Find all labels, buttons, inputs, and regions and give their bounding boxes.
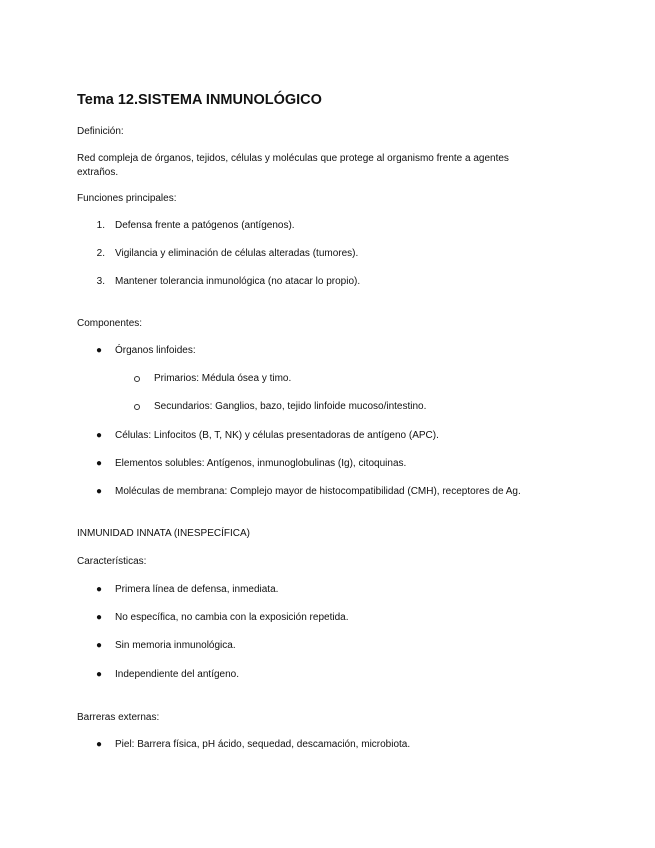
list-number: 2. — [96, 248, 105, 259]
section-heading: INMUNIDAD INNATA (INESPECÍFICA) — [77, 528, 250, 539]
list-item: Primarios: Médula ósea y timo. — [154, 373, 292, 384]
list-number: 1. — [96, 220, 105, 231]
bullet-icon: ● — [96, 584, 103, 595]
funciones-label: Funciones principales: — [77, 193, 177, 204]
document-title: Tema 12.SISTEMA INMUNOLÓGICO — [77, 92, 322, 108]
barreras-label: Barreras externas: — [77, 712, 160, 723]
list-item: Independiente del antígeno. — [115, 669, 239, 680]
bullet-icon: ● — [96, 739, 103, 750]
list-item: Piel: Barrera física, pH ácido, sequedad, descamación, microbiota. — [115, 739, 411, 750]
circle-bullet-icon — [134, 376, 140, 382]
list-item: Elementos solubles: Antígenos, inmunoglobulinas (Ig), citoquinas. — [115, 458, 407, 469]
definicion-label: Definición: — [77, 126, 124, 137]
bullet-icon: ● — [96, 458, 103, 469]
list-item: No específica, no cambia con la exposición repetida. — [115, 612, 349, 623]
list-item: Órganos linfoides: — [115, 345, 196, 356]
bullet-icon: ● — [96, 640, 103, 651]
bullet-icon: ● — [96, 486, 103, 497]
circle-bullet-icon — [134, 404, 140, 410]
list-item: Sin memoria inmunológica. — [115, 640, 236, 651]
list-item: Vigilancia y eliminación de células alteradas (tumores). — [115, 248, 359, 259]
list-item: Defensa frente a patógenos (antígenos). — [115, 220, 295, 231]
bullet-icon: ● — [96, 612, 103, 623]
bullet-icon: ● — [96, 345, 103, 356]
caracteristicas-label: Características: — [77, 556, 147, 567]
bullet-icon: ● — [96, 430, 103, 441]
list-item: Células: Linfocitos (B, T, NK) y células presentadoras de antígeno (APC). — [115, 430, 439, 441]
componentes-label: Componentes: — [77, 318, 143, 329]
definicion-text: Red compleja de órganos, tejidos, células y moléculas que protege al organismo frente a agentes extraños. — [77, 153, 509, 178]
list-item: Mantener tolerancia inmunológica (no atacar lo propio). — [115, 276, 361, 287]
list-item: Primera línea de defensa, inmediata. — [115, 584, 279, 595]
bullet-icon: ● — [96, 669, 103, 680]
list-number: 3. — [96, 276, 105, 287]
list-item: Secundarios: Ganglios, bazo, tejido linfoide mucoso/intestino. — [154, 401, 427, 412]
list-item: Moléculas de membrana: Complejo mayor de histocompatibilidad (CMH), receptores de Ag. — [115, 486, 521, 497]
